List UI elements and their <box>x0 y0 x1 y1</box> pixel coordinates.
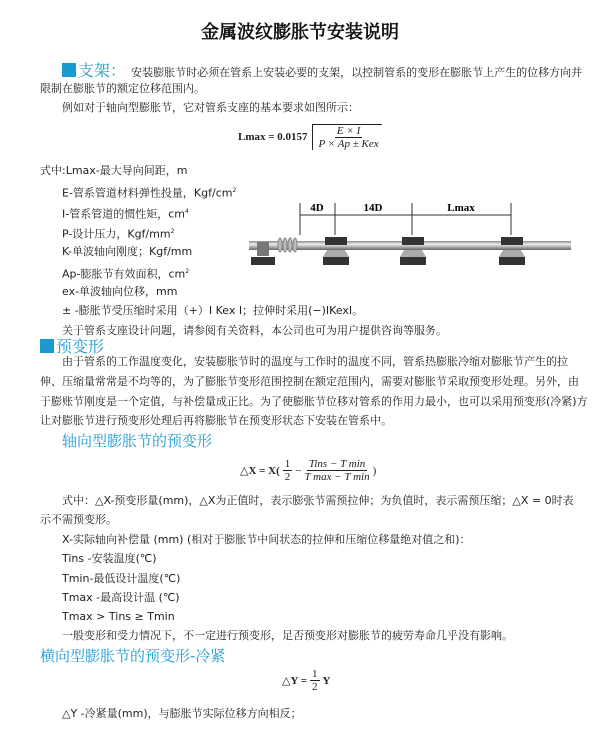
def-7: ± -膨胀节受压缩时采用（+）I Kex I；拉伸时采用(−)IKexI。 <box>62 304 364 317</box>
fixed-support <box>257 242 269 256</box>
predeform-line-3: 让对膨胀节进行预变形处理后再将膨胀节在预变形状态下安装在管系中。 <box>40 414 392 427</box>
label-14d: 14D <box>363 202 383 214</box>
lateral-heading: 横向型膨胀节的预变形-冷紧 <box>40 647 226 665</box>
lateral-line: △Y -冷紧量(mm)，与膨胀节实际位移方向相反； <box>62 707 302 720</box>
page-title: 金属波纹膨胀节安装说明 <box>201 22 399 43</box>
def-8: 关于管系支座设计问题，请参阅有关资料，本公司也可为用户提供咨询等服务。 <box>62 324 447 337</box>
label-4d: 4D <box>310 202 324 214</box>
formula-lhs: Lmax = 0.0157 <box>238 131 308 143</box>
predeform-line-0: 由于管系的工作温度变化，安装膨胀节时的温度与工作时的温度不同，管系热膨胀冷缩对膨胀节产生的拉 <box>62 355 568 368</box>
lmax-formula <box>238 124 382 150</box>
axial-line-7: 一般变形和受力情况下，不一定进行预变形，足否预变形对膨胀节的疲劳寿命几乎没有影响。 <box>62 629 513 642</box>
axial-line-2: X-实际轴向补偿量 (mm) (相对于膨胀节中间状态的拉伸和压缩位移量绝对值之和)： <box>62 533 471 546</box>
axial-line-5: Tmax -最高设计温 (℃) <box>62 591 180 604</box>
def-4: K-单波轴向刚度；Kgf/mm <box>62 245 193 258</box>
formula-denominator: P × Ap ± Kex <box>318 138 379 150</box>
axial-line-0: 式中：△X-预变形量(mm)，△X为正值时，表示膨张节需预拉伸；为负值时，表示需预压缩；△X = 0时表 <box>62 494 574 507</box>
axial-formula: △X = X( $\frac{1}{2}$ − $\frac{\text{Tins − T min}}{\text{T max − T min}}$ ) <box>240 458 377 483</box>
def-6: ex-单波轴向位移，mm <box>62 285 178 298</box>
support-section <box>62 58 582 81</box>
predeform-line-2: 于膨账节刚度是一个定值，与补偿量成正比。为了使膨胀节位移对管系的作用力最小，也可以采用预变形(冷紧)方 <box>40 395 588 408</box>
def-1: E-管系管道材料弹性投量，Kgf/$cm^2$ <box>62 186 237 200</box>
lateral-formula: △Y = $\frac{1}{2}$ Y <box>282 668 331 693</box>
def-5: Ap-膨胀节有效面积，$cm^2$ <box>62 267 190 281</box>
support-diagram <box>245 195 575 285</box>
square-bullet-icon <box>62 63 76 77</box>
def-3: P-设计压力，Kgf/$mm^2$ <box>62 227 175 241</box>
axial-line-4: Tmin-最低设计温度(℃) <box>62 572 181 585</box>
predeform-heading: 预变形 <box>56 337 105 356</box>
formula-numerator: E × I <box>336 125 361 137</box>
axial-heading: 轴向型膨胀节的预变形 <box>62 432 213 450</box>
axial-line-1: 示不需预变形。 <box>40 513 117 526</box>
support-line-1: 安装膨胀节时必须在管系上安装必要的支架，以控制管系的变形在膨胀节上产生的位移方向并 <box>131 66 583 79</box>
predeform-heading-row <box>40 334 104 357</box>
square-bullet-icon <box>40 339 54 353</box>
def-0: 式中:Lmax-最大导向间距，m <box>40 164 188 177</box>
axial-line-3: Tins -安装温度(℃) <box>62 552 157 565</box>
def-2: I-管系管道的惯性矩，$cm^4$ <box>62 207 189 221</box>
support-line-3: 例如对于轴向型膨胀节，它对管系支座的基本要求如图所示： <box>62 101 359 114</box>
predeform-line-1: 伸、压缩量常常是不均等的，为了膨胀节变形范围控制在额定范围内，需要对膨胀节采取预变形处理。另外，由 <box>40 375 579 388</box>
label-lmax: Lmax <box>447 202 475 214</box>
support-heading: 支架： <box>78 61 127 80</box>
support-line-2: 限制在膨胀节的额定位移范围内。 <box>40 82 205 95</box>
axial-line-6: Tmax > Tins ≥ Tmin <box>62 610 175 623</box>
